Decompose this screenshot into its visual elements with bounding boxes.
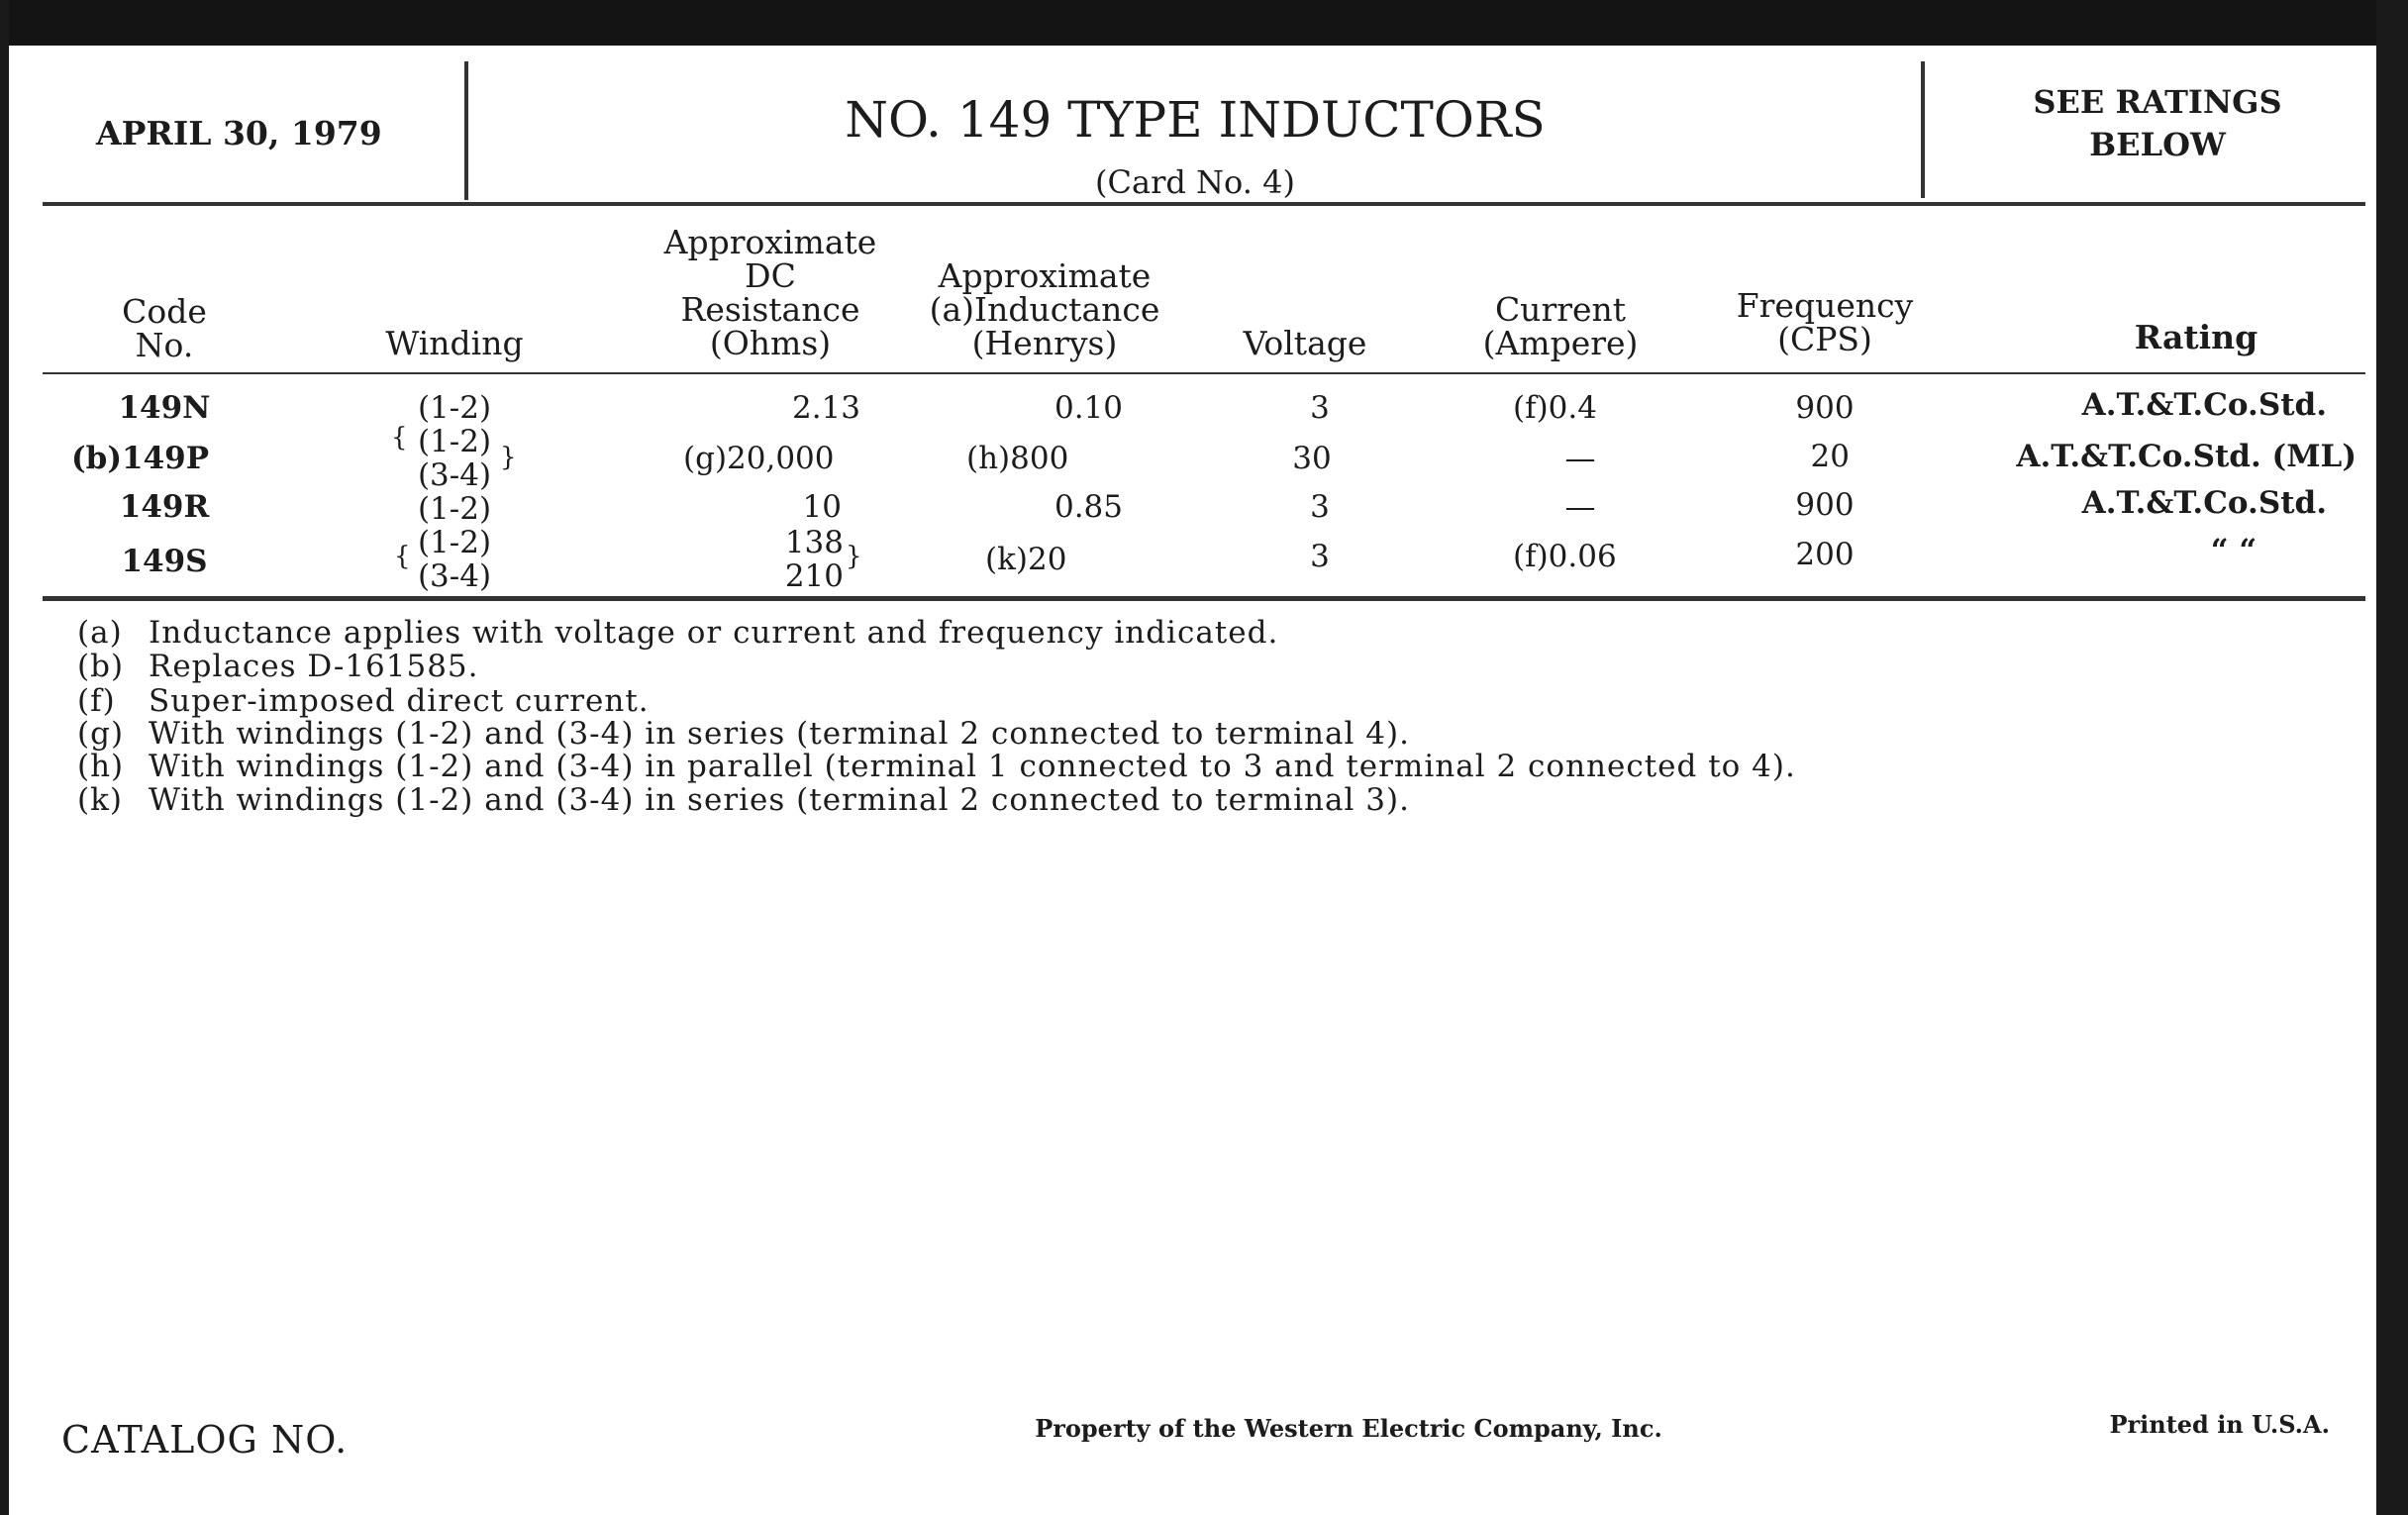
footnote-g xyxy=(77,717,1410,751)
col-resistance-line3: Resistance xyxy=(680,290,860,329)
footnote-text: Inductance applies with voltage or current and frequency indicated. xyxy=(149,615,1279,651)
row-winding-1: (1-2) xyxy=(417,424,492,459)
ratings-note-line2: BELOW xyxy=(2089,126,2226,163)
row-winding-1: (1-2) xyxy=(417,525,492,560)
header-divider-left xyxy=(464,61,468,200)
row-frequency: 900 xyxy=(1795,390,1855,426)
col-rating-header: Rating xyxy=(2134,318,2258,356)
header-divider-right xyxy=(1921,61,1925,198)
footnote-key: (a) xyxy=(77,615,123,651)
row-frequency: 900 xyxy=(1795,487,1855,523)
col-inductance-line2: (a)Inductance xyxy=(929,290,1160,329)
row-current: (f)0.4 xyxy=(1513,390,1597,426)
row-rating: A.T.&T.Co.Std. xyxy=(2081,485,2327,521)
right-brace: } xyxy=(846,542,862,571)
col-resistance-line2: DC xyxy=(745,256,796,295)
card-date: APRIL 30, 1979 xyxy=(96,114,382,152)
col-inductance-line3: (Henrys) xyxy=(971,324,1118,362)
footnote-key: (b) xyxy=(77,649,125,684)
footnote-text: With windings (1-2) and (3-4) in series (terminal 2 connected to terminal 3). xyxy=(149,782,1410,818)
col-current-line2: (Ampere) xyxy=(1482,324,1639,362)
footnote-f xyxy=(77,684,650,718)
col-current-line1: Current xyxy=(1494,290,1627,329)
footnote-text: Super-imposed direct current. xyxy=(149,683,650,719)
scan-border-right xyxy=(2376,0,2408,1515)
row-rating: “ “ xyxy=(2210,533,2258,568)
row-resistance: 2.13 xyxy=(791,390,860,426)
table-bottom-rule xyxy=(43,596,2365,601)
footnote-k xyxy=(77,783,1410,817)
col-resistance-header xyxy=(663,223,877,362)
left-brace: { xyxy=(394,542,411,571)
row-voltage: 30 xyxy=(1292,441,1332,476)
row-resistance-2: 210 xyxy=(784,558,844,594)
catalog-number-label: CATALOG NO. xyxy=(61,1418,349,1462)
row-current: — xyxy=(1564,441,1596,476)
row-winding-2: (3-4) xyxy=(417,558,492,594)
row-inductance: 0.85 xyxy=(1054,489,1123,525)
col-code-line1: Code xyxy=(122,292,207,331)
col-code-header xyxy=(122,292,207,364)
col-inductance-header xyxy=(929,256,1160,362)
row-inductance: 0.10 xyxy=(1054,390,1123,426)
row-code: 149R xyxy=(119,489,210,525)
footnote-text: Replaces D-161585. xyxy=(149,649,479,684)
row-voltage: 3 xyxy=(1310,489,1330,525)
row-current: — xyxy=(1564,489,1596,525)
footnote-key: (f) xyxy=(77,683,116,719)
col-inductance-line1: Approximate xyxy=(938,256,1152,295)
row-winding: (1-2) xyxy=(417,491,492,527)
ratings-note-line1: SEE RATINGS xyxy=(2033,83,2282,121)
row-winding-2: (3-4) xyxy=(417,457,492,493)
col-frequency-header xyxy=(1736,286,1914,358)
row-inductance: (h)800 xyxy=(966,441,1069,476)
col-winding-header: Winding xyxy=(385,324,524,362)
row-voltage: 3 xyxy=(1310,390,1330,426)
footnote-text: With windings (1-2) and (3-4) in parallel (terminal 1 connected to 3 and terminal 2 connected to 4). xyxy=(149,749,1796,784)
footnote-key: (h) xyxy=(77,749,125,784)
col-current-header xyxy=(1482,290,1639,362)
row-rating: A.T.&T.Co.Std. xyxy=(2081,387,2327,423)
row-inductance: (k)20 xyxy=(985,542,1067,577)
row-winding: (1-2) xyxy=(417,390,492,426)
scan-border-left xyxy=(0,0,9,1515)
row-resistance: 10 xyxy=(802,489,842,525)
col-resistance-line4: (Ohms) xyxy=(709,324,832,362)
column-header-rule xyxy=(43,372,2365,374)
row-code: 149S xyxy=(121,544,208,579)
row-frequency: 200 xyxy=(1795,537,1855,572)
row-resistance: (g)20,000 xyxy=(683,441,835,476)
col-resistance-line1: Approximate xyxy=(663,223,877,261)
row-rating: A.T.&T.Co.Std. (ML) xyxy=(2016,439,2357,474)
card-title: NO. 149 TYPE INDUCTORS xyxy=(845,91,1546,149)
property-notice: Property of the Western Electric Company, Inc. xyxy=(1035,1414,1662,1443)
footnote-a xyxy=(77,616,1278,650)
row-code: 149N xyxy=(118,390,211,426)
footnote-b xyxy=(77,650,479,683)
row-current: (f)0.06 xyxy=(1513,539,1617,574)
footnote-key: (g) xyxy=(77,716,125,752)
col-voltage-header: Voltage xyxy=(1243,324,1367,362)
footnote-h xyxy=(77,750,1796,783)
col-frequency-line2: (CPS) xyxy=(1777,320,1872,358)
header-bottom-rule xyxy=(43,202,2365,206)
right-brace: } xyxy=(500,443,517,472)
col-frequency-line1: Frequency xyxy=(1736,286,1914,325)
row-resistance-1: 138 xyxy=(784,525,844,560)
row-code: (b)149P xyxy=(71,441,210,476)
row-frequency: 20 xyxy=(1810,439,1850,474)
footnote-key: (k) xyxy=(77,782,123,818)
left-brace: { xyxy=(391,423,408,453)
footnote-text: With windings (1-2) and (3-4) in series (terminal 2 connected to terminal 4). xyxy=(149,716,1410,752)
row-voltage: 3 xyxy=(1310,539,1330,574)
scan-border-top xyxy=(0,0,2408,46)
card-number: (Card No. 4) xyxy=(1095,163,1295,201)
col-code-line2: No. xyxy=(135,326,194,364)
printed-in-notice: Printed in U.S.A. xyxy=(2109,1410,2330,1439)
